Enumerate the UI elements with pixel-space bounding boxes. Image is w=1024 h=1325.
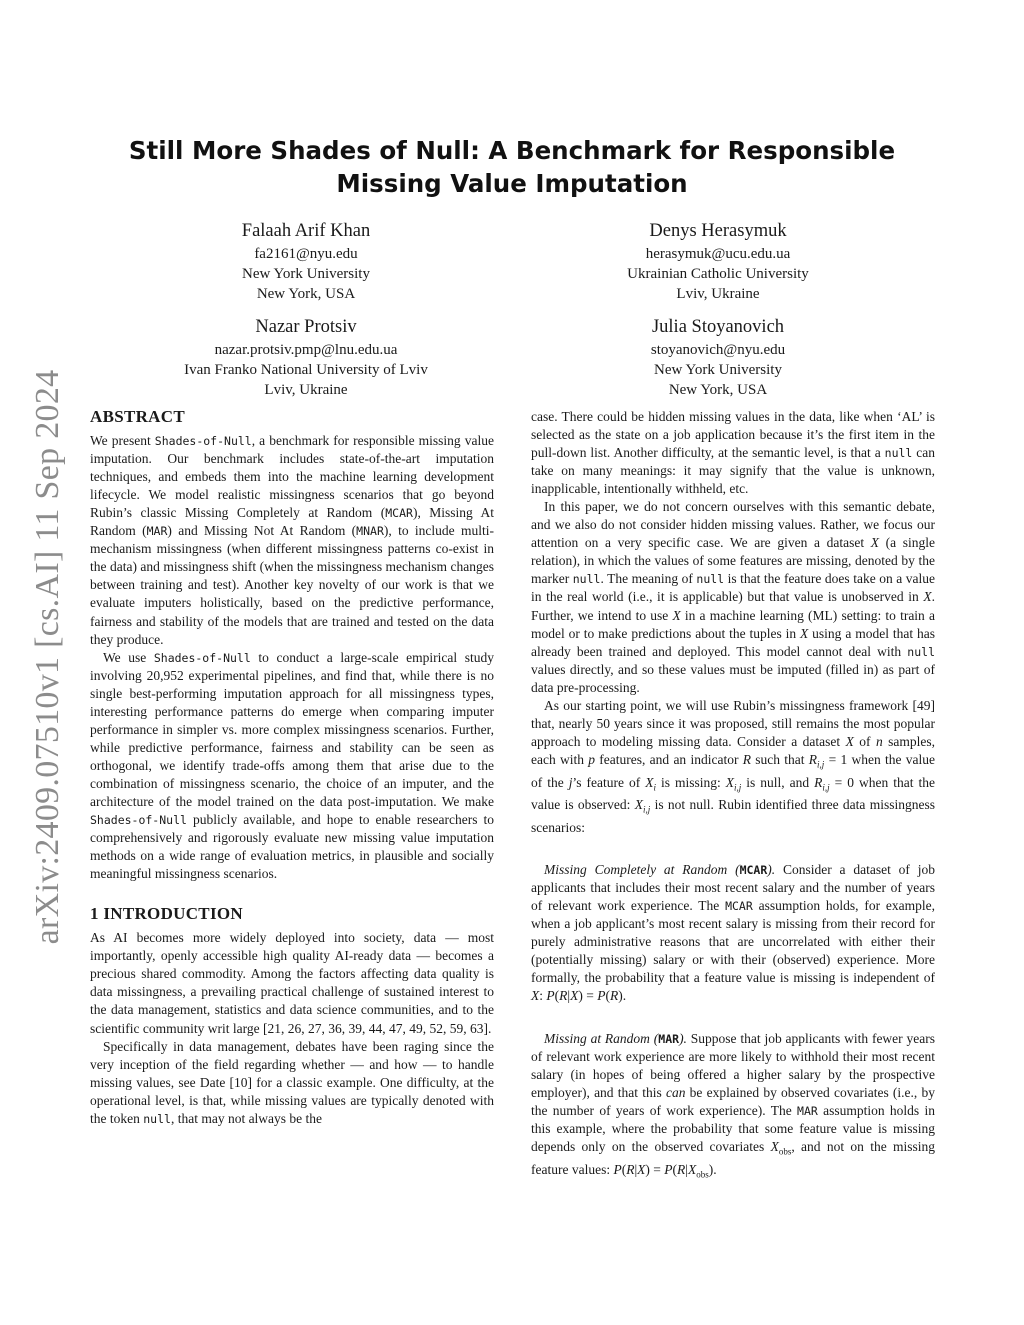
arxiv-identifier: arXiv:2409.07510v1 [cs.AI] 11 Sep 2024 — [29, 369, 66, 945]
mcar-heading: Missing Completely at Random — [544, 862, 728, 878]
author-affiliation: Ukrainian Catholic University — [627, 266, 809, 282]
paper-title: Still More Shades of Null: A Benchmark for Responsible Missing Value Imputation — [128, 136, 896, 198]
author-affiliation: New York University — [242, 266, 370, 282]
author-block — [538, 218, 898, 304]
author-name: Nazar Protsiv — [255, 317, 357, 337]
author-affiliation: New York University — [654, 362, 782, 378]
mar-paragraph: Missing at Random (MAR). Suppose that job applicants with fewer years of relevant work experience are more likely to withhold their most recent salary (in hopes of being offered a higher salary by the prospective employer), and that this can be explained by observed covariates (i.e., by the number of years of work experience). The MAR assumption holds in this example, where the probability that some feature value is missing depends only on the observed covariates $X_{obs}$, and not on the missing feature values: $P(R|X) = P(R|X_{obs})$. — [531, 1030, 936, 1180]
author-location: Lviv, Ukraine — [264, 382, 348, 398]
intro-paragraph: case. There could be hidden missing values in the data, like when ‘AL’ is selected as the state on a job application because it’s the first item in the pull-down list. Another difficulty, at the semantic level, is that a null can take on many meanings: it may signify that the value is unknown, inapplicable, intentionally withheld, etc. — [531, 409, 936, 497]
right-column — [531, 408, 935, 1183]
intro-paragraph: As our starting point, we will use Rubin’s missingness framework [49] that, nearly 50 years since it was proposed, still remains the most popular approach to modeling missing data. Consider a dataset X of n samples, each with p features, and an indicator R such that $R_{i,j} = 1$ when the value of the j’s feature of $X_i$ is missing: $X_{i,j}$ is null, and $R_{i,j} = 0$ when that the value is observed: $X_{i,j}$ is not null. Rubin identified three data missingness scenarios: — [531, 697, 936, 836]
abstract-heading: ABSTRACT — [90, 407, 185, 426]
author-name: Falaah Arif Khan — [241, 221, 371, 241]
intro-paragraph: Specifically in data management, debates have been raging since the very inception of the field regarding whether — and how — to handle missing values, see Date [10] for a classic example. One difficulty, at the operational level, is that, while missing values are typically denoted with the token null, that may not always be the — [90, 1038, 494, 1126]
author-email: herasymuk@ucu.edu.ua — [645, 246, 791, 262]
author-affiliation: Ivan Franko National University of Lviv — [184, 362, 428, 378]
intro-paragraph: As AI becomes more widely deployed into society, data — most importantly, openly accessible high quality AI-ready data — becomes a precious shared commodity. Among the factors affecting data quality is data missingness, a prevailing practical challenge of sustained interest to the data management, statistics and data science communities, and to the scientific community writ large [21, 26, 27, 36, 39, 44, 47, 49, 52, 59, 63]. — [90, 930, 494, 1036]
author-location: New York, USA — [668, 382, 768, 398]
author-email: stoyanovich@nyu.edu — [650, 342, 786, 358]
introduction-heading: 1 INTRODUCTION — [90, 904, 243, 924]
author-email: fa2161@nyu.edu — [254, 246, 358, 262]
intro-paragraph: In this paper, we do not concern ourselves with this semantic debate, and we also do not consider hidden missing values. Rather, we focus our attention on a very specific case. We are given a dataset X (a single relation), in which the values of some features are missing, denoted by the marker null. The meaning of null is that the feature does take on a value in the real world (i.e., it is applicable) but that value is unobserved in X. Further, we intend to use X in a machine learning (ML) setting: to train a model or to make predictions about the tuples in X using a model that has already been trained and deployed. This model cannot deal with null values directly, and so these values must be imputed (filled in) as part of data pre-processing. — [531, 499, 935, 695]
author-location: New York, USA — [256, 286, 356, 302]
author-block — [126, 314, 486, 400]
author-location: Lviv, Ukraine — [676, 286, 760, 302]
author-name: Denys Herasymuk — [649, 221, 787, 241]
author-email: nazar.protsiv.pmp@lnu.edu.ua — [214, 342, 398, 358]
mar-heading: Missing at Random — [544, 1030, 650, 1046]
abstract-paragraph: We use Shades-of-Null to conduct a large-scale empirical study involving 20,952 experimental pipelines, and find that, while there is no single best-performing imputation approach for all missingness types, interesting performance patterns do emerge when comparing imputer performance in simpler vs. more complex missingness scenarios. Further, while predictive performance, fairness and stability can be seen as orthogonal, we identify trade-offs among them that arise due to the combination of missingness scenario, the choice of an imputer, and the architecture of the model trained on the data post-imputation. We make Shades-of-Null publicly available, and hope to enable researchers to comprehensively and rigorously evaluate new missing value imputation methods on a wide range of evaluation metrics, in plausible and socially meaningful missingness scenarios. — [90, 649, 495, 882]
abstract-paragraph: We present Shades-of-Null, a benchmark for responsible missing value imputation. Our benchmark includes state-of-the-art imputation techniques, and embeds them into the machine learning development lifecycle. We model realistic missingness scenarios that go beyond Rubin’s classic Missing Completely at Random (MCAR), Missing At Random (MAR) and Missing Not At Random (MNAR), to include multi-mechanism missingness (when different missingness patterns co-exist in the data) and missingness shift (when the missingness mechanism changes between training and test). Another key novelty of our work is that we evaluate imputers holistically, based on the predictive performance, fairness and stability of the models that are trained and tested on the data they produce. — [90, 433, 495, 647]
author-name: Julia Stoyanovich — [651, 317, 785, 337]
author-block — [126, 218, 486, 304]
left-column — [90, 408, 494, 1128]
author-block — [538, 314, 898, 400]
mcar-paragraph: Missing Completely at Random (MCAR). Consider a dataset of job applicants that includes their most recent salary and the number of years of relevant work experience. The MCAR assumption holds, for example, when a job applicant’s most recent salary is missing from their record for purely administrative reasons that are uncorrelated with either their (potentially missing) salary or with their (observed) experience. More formally, the probability that a feature value is missing is independent of X: P(R|X) = P(R). — [531, 862, 936, 1004]
